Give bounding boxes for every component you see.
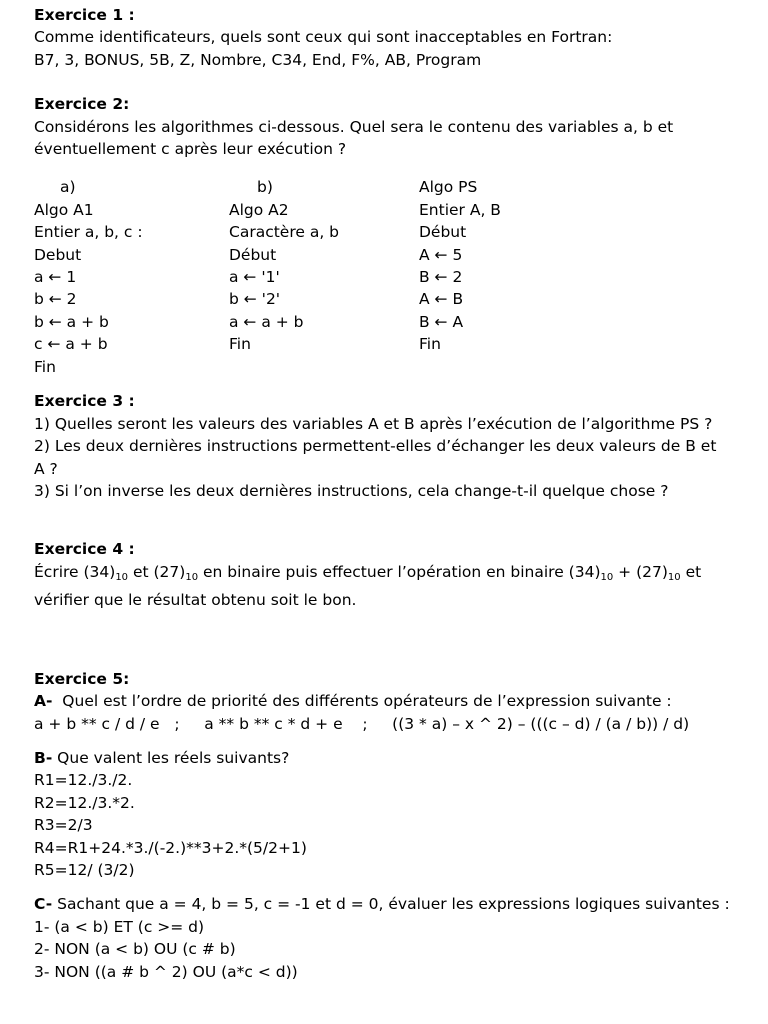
exercise-3-question-1: 1) Quelles seront les valeurs des variables A et B après l’exécution de l’algorithme PS ?	[34, 414, 713, 433]
exercise-1-identifiers: B7, 3, BONUS, 5B, Z, Nombre, C34, End, F%, AB, Program	[34, 50, 482, 69]
algorithm-line: Fin	[34, 357, 56, 376]
part-a-question: Quel est l’ordre de priorité des différents opérateurs de l’expression suivante :	[52, 692, 672, 711]
algorithm-ps-label: Algo PS	[419, 178, 478, 197]
text-segment: Écrire (34)	[34, 562, 116, 581]
algorithm-line: Entier a, b, c :	[34, 223, 143, 242]
algorithm-line: B ← A	[419, 312, 464, 331]
algorithm-line: Entier A, B	[419, 200, 501, 219]
exercise-2-question-line1: Considérons les algorithmes ci-dessous. Quel sera le contenu des variables a, b et	[34, 117, 674, 136]
algorithm-line: b ← 2	[34, 290, 77, 309]
text-segment: + (27)	[613, 562, 668, 581]
text-segment: en binaire puis effectuer l’opération en binaire (34)	[198, 562, 601, 581]
algorithm-line: a ← a + b	[229, 312, 304, 331]
algorithm-a1-label: a)	[60, 178, 76, 197]
algorithm-line: c ← a + b	[34, 335, 108, 354]
part-a-letter: A-	[34, 692, 53, 711]
exercise-5-title: Exercice 5:	[34, 669, 130, 688]
exercise-5-part-b	[34, 747, 736, 769]
logic-expression: 2- NON (a < b) OU (c # b)	[34, 940, 236, 959]
algorithm-a2-label: b)	[257, 178, 273, 197]
algorithm-line: A ← B	[419, 290, 464, 309]
exercise-2-title: Exercice 2:	[34, 95, 130, 114]
real-expression: R4=R1+24.*3./(-2.)**3+2.*(5/2+1)	[34, 838, 307, 857]
exercise-3-question-2-end: A ?	[34, 459, 58, 478]
exercise-2-question-line2: éventuellement c après leur exécution ?	[34, 140, 347, 159]
algorithm-line: b ← '2'	[229, 290, 281, 309]
algorithm-line: Fin	[419, 335, 441, 354]
real-expression: R5=12/ (3/2)	[34, 860, 135, 879]
part-c-letter: C-	[34, 895, 53, 914]
part-b-question: Que valent les réels suivants?	[52, 748, 290, 767]
exercise-4-instruction	[34, 561, 736, 589]
exercise-1-title: Exercice 1 :	[34, 6, 135, 24]
subscript: 10	[185, 571, 199, 583]
exercise-1-question: Comme identificateurs, quels sont ceux qui sont inacceptables en Fortran:	[34, 28, 613, 47]
exercise-5-part-a	[34, 690, 736, 712]
subscript: 10	[600, 571, 614, 583]
exercise-3-question-2: 2) Les deux dernières instructions permettent-elles d’échanger les deux valeurs de B et	[34, 437, 717, 456]
algorithm-ps	[419, 176, 501, 355]
algorithm-line: Debut	[34, 245, 82, 264]
algorithm-line: Début	[419, 223, 467, 242]
real-expression: R2=12./3.*2.	[34, 793, 135, 812]
real-expression: R1=12./3./2.	[34, 771, 133, 790]
algorithm-a2	[229, 176, 339, 355]
exercise-4-title: Exercice 4 :	[34, 540, 135, 559]
part-c-question: Sachant que a = 4, b = 5, c = -1 et d = 0, évaluer les expressions logiques suivantes :	[52, 895, 730, 914]
logic-expression: 1- (a < b) ET (c >= d)	[34, 917, 205, 936]
algorithm-line: A ← 5	[419, 245, 463, 264]
algorithm-line: Fin	[229, 335, 251, 354]
logic-expression: 3- NON ((a # b ^ 2) OU (a*c < d))	[34, 962, 298, 981]
subscript: 10	[667, 571, 681, 583]
algorithm-line: Algo A2	[229, 200, 289, 219]
algorithm-line: Caractère a, b	[229, 223, 340, 242]
exercise-3-question-3: 3) Si l’on inverse les deux dernières instructions, cela change-t-il quelque chose ?	[34, 482, 669, 501]
algorithm-line: Algo A1	[34, 200, 94, 219]
text-segment: et	[680, 562, 702, 581]
real-expression: R3=2/3	[34, 816, 93, 835]
document-page	[34, 4, 736, 983]
part-b-letter: B-	[34, 748, 53, 767]
exercise-5-part-c	[34, 893, 736, 915]
algorithms-block	[34, 176, 736, 378]
exercise-3-title: Exercice 3 :	[34, 392, 135, 411]
text-segment: et (27)	[128, 562, 186, 581]
algorithm-line: a ← 1	[34, 268, 77, 287]
exercise-5-part-a-expressions: a + b ** c / d / e ; a ** b ** c * d + e ; ((3 * a) – x ^ 2) – (((c – d) / (a / b)) / d)	[34, 714, 690, 733]
algorithm-line: b ← a + b	[34, 312, 109, 331]
subscript: 10	[115, 571, 129, 583]
algorithm-line: B ← 2	[419, 268, 463, 287]
algorithm-line: Début	[229, 245, 277, 264]
algorithm-line: a ← '1'	[229, 268, 280, 287]
algorithm-a1	[34, 176, 143, 378]
exercise-4-instruction-end: vérifier que le résultat obtenu soit le bon.	[34, 591, 357, 610]
